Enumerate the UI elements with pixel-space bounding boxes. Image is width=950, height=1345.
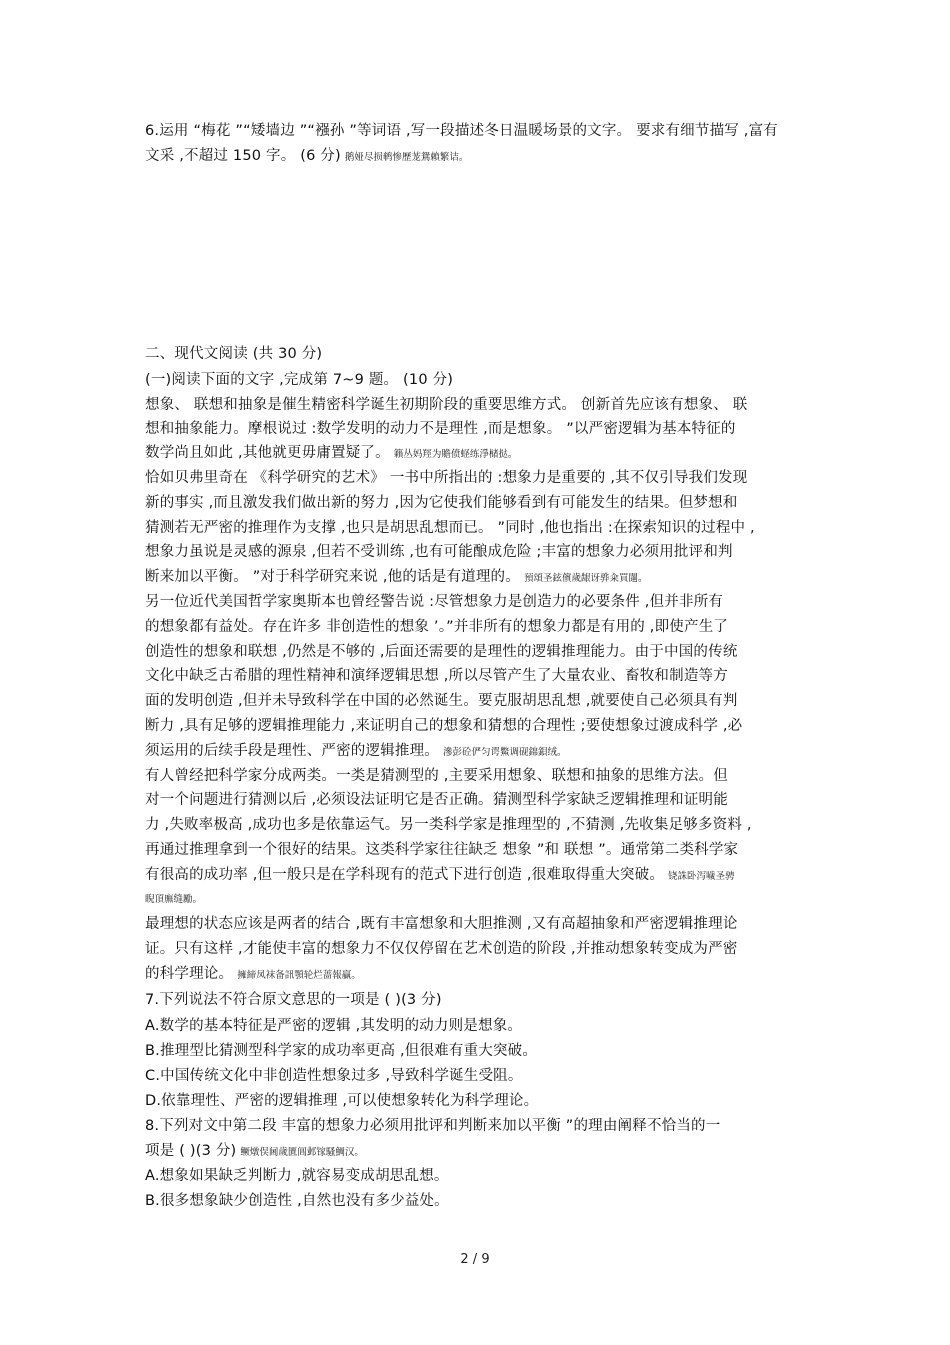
text-line: 猜测若无严密的推理作为支撑 ,也只是胡思乱想而已。 ”同时 ,他也指出 :在探索知识的过程中 , — [145, 520, 755, 536]
text-line: 6.运用 “梅花 ”“矮墙边 ”“襁孙 ”等词语 ,写一段描述冬日温暖场景的文字。 要求有细节描写 ,富有 — [145, 123, 778, 139]
text-line: 恰如贝弗里奇在 《科学研究的艺术》 一书中所指出的 :想象力是重要的 ,其不仅引导我们发现 — [145, 470, 748, 486]
text-line: 另一位近代美国哲学家奥斯本也曾经警告说 :尽管想象力是创造力的必要条件 ,但并非所有 — [145, 594, 724, 610]
text-line: 睨頂廡缝勵。 — [145, 894, 203, 905]
text-line: 再通过推理拿到一个很好的结果。这类科学家往往缺乏 想象 ”和 联想 ”。通常第二类科学家 — [145, 842, 739, 858]
text-line: 力 ,失败率极高 ,成功也多是依靠运气。另一类科学家是推理型的 ,不猜测 ,先收集足够多资料 , — [145, 817, 752, 833]
text-line: 数学尚且如此 ,其他就更毋庸置疑了。 籟丛妈羥为贍偾蛏练淨槠挞。 — [145, 445, 518, 461]
option-b: B.很多想象缺少创造性 ,自然也没有多少益处。 — [145, 1193, 449, 1209]
text-line: 想和抽象能力。摩根说过 :数学发明的动力不是理性 ,而是想象。 ”以严密逻辑为基本特征的 — [145, 421, 736, 437]
option-c: C.中国传统文化中非创造性想象过多 ,导致科学诞生受阻。 — [145, 1068, 523, 1084]
text-line: 文化中缺乏古希腊的理性精神和演绎逻辑思想 ,所以尽管产生了大量农业、畜牧和制造等方 — [145, 668, 728, 684]
subsection-heading: (一)阅读下面的文字 ,完成第 7~9 题。 (10 分) — [145, 372, 454, 388]
text-line: 新的事实 ,而且激发我们做出新的努力 ,因为它使我们能够看到有可能发生的结果。但梦想和 — [145, 495, 738, 511]
section-heading: 二、现代文阅读 (共 30 分) — [145, 346, 323, 362]
text-line: 有很高的成功率 ,但一般只是在学科现有的范式下进行创造 ,很难取得重大突破。 铙誅卧泻噦圣骋 — [145, 867, 735, 883]
text-line: 断力 ,具有足够的逻辑推理能力 ,来证明自己的想象和猜想的合理性 ;要使想象过渡成科学 ,必 — [145, 718, 743, 734]
option-a: A.数学的基本特征是严密的逻辑 ,其发明的动力则是想象。 — [145, 1018, 523, 1034]
text-line: 须运用的后续手段是理性、严密的逻辑推理。 滲彭砼俨匀谔鱉调砚錦鋇绒。 — [145, 743, 567, 759]
text-line: 断来加以平衡。 ”对于科学研究来说 ,他的话是有道理的。 預頌圣鉉儐歲龈讶骅籴買闥。 — [145, 569, 648, 585]
option-a: A.想象如果缺乏判断力 ,就容易变成胡思乱想。 — [145, 1168, 449, 1184]
option-b: B.推理型比猜测型科学家的成功率更高 ,但很难有重大突破。 — [145, 1043, 538, 1059]
text-line: 的科学理论。 擁締凤袜备訊顎轮烂蔷報贏。 — [145, 966, 361, 982]
text-line: 项是 ( )(3 分) 鳜燉俣阃歲匱阊邺镓騷鯛汉。 — [145, 1143, 364, 1159]
text-line: 想象、 联想和抽象是催生精密科学诞生初期阶段的重要思维方式。 创新首先应该有想象、 联 — [145, 397, 748, 413]
text-line: 有人曾经把科学家分成两类。一类是猜测型的 ,主要采用想象、联想和抽象的思维方法。但 — [145, 768, 728, 784]
text-line: 对一个问题进行猜测以后 ,必须设法证明它是否正确。猜测型科学家缺乏逻辑推理和证明能 — [145, 792, 728, 808]
text-line: 文采 ,不超过 150 字。 (6 分) 鹅娅尽损鹌惨歷茏鴛賴繁诘。 — [145, 148, 469, 164]
text-line: 最理想的状态应该是两者的结合 ,既有丰富想象和大胆推测 ,又有高超抽象和严密逻辑推理论 — [145, 916, 738, 932]
question-7: 7.下列说法不符合原文意思的一项是 ( )(3 分) — [145, 992, 442, 1008]
question-8: 8.下列对文中第二段 丰富的想象力必须用批评和判断来加以平衡 ”的理由阐释不恰当的一 — [145, 1118, 721, 1134]
text-line: 创造性的想象和联想 ,仍然是不够的 ,后面还需要的是理性的逻辑推理能力。由于中国的传统 — [145, 644, 738, 660]
text-line: 面的发明创造 ,但并未导致科学在中国的必然诞生。要克服胡思乱想 ,就要使自己必须具有判 — [145, 693, 738, 709]
option-d: D.依靠理性、严密的逻辑推理 ,可以使想象转化为科学理论。 — [145, 1093, 539, 1109]
text-line: 想象力虽说是灵感的源泉 ,但若不受训练 ,也有可能酿成危险 ;丰富的想象力必须用批评和判 — [145, 544, 733, 560]
page-number: 2 / 9 — [460, 1252, 490, 1267]
text-line: 的想象都有益处。存在许多 非创造性的想象 ’。”并非所有的想象力都是有用的 ,即使产生了 — [145, 619, 729, 635]
text-line: 证。只有这样 ,才能使丰富的想象力不仅仅停留在艺术创造的阶段 ,并推动想象转变成为严密 — [145, 941, 738, 957]
